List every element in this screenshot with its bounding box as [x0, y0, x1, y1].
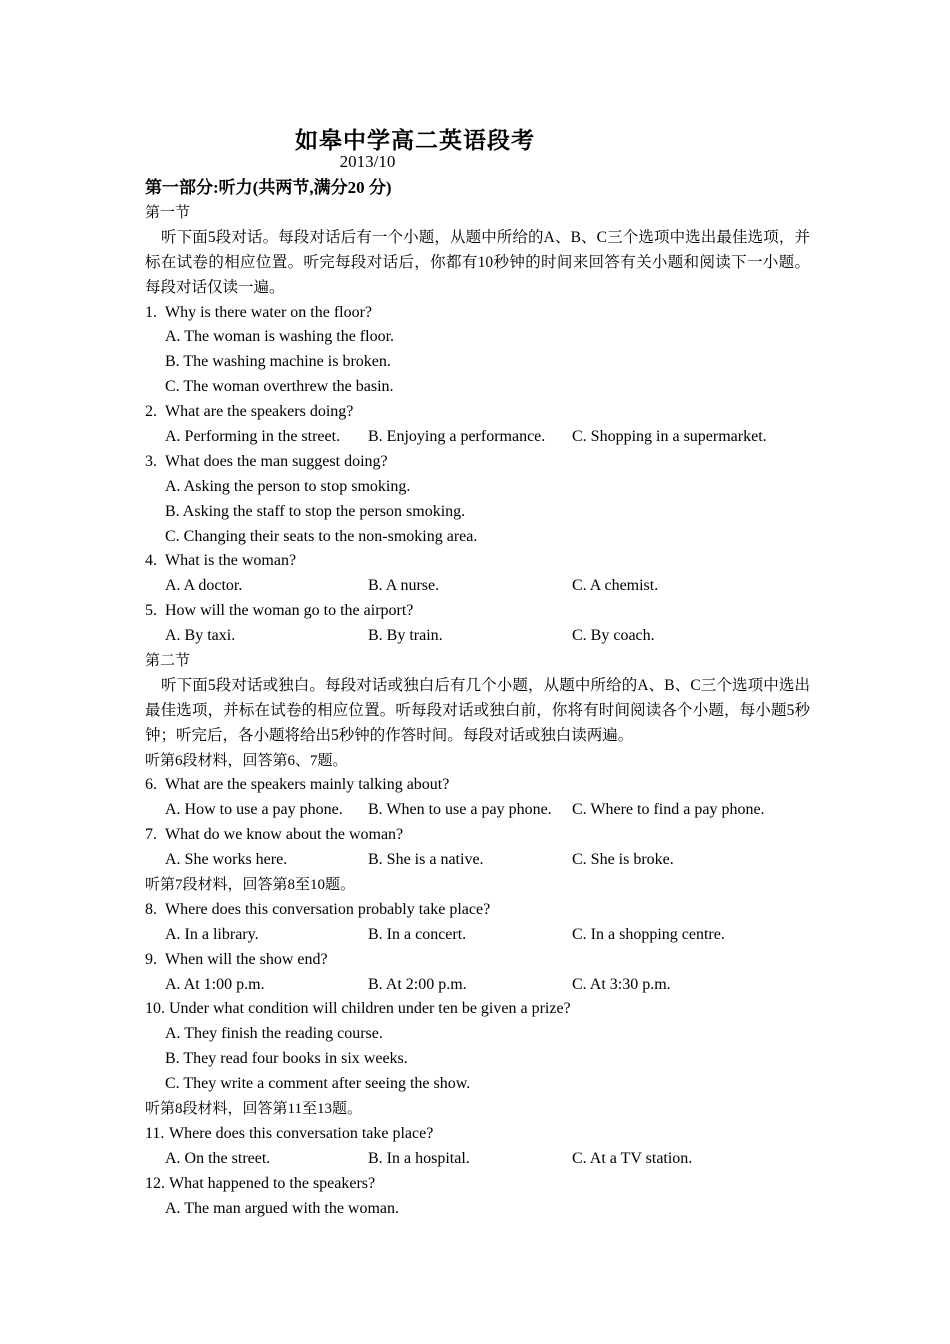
option: C. The woman overthrew the basin.: [165, 378, 394, 396]
option: A. They finish the reading course.: [165, 1025, 383, 1043]
question: [145, 549, 810, 574]
question: [145, 400, 810, 425]
option: B. She is a native.: [368, 851, 484, 869]
option: C. At a TV station.: [572, 1149, 693, 1167]
option: B. Enjoying a performance.: [368, 427, 546, 445]
question: [145, 823, 810, 848]
question-text: When will the show end?: [165, 950, 328, 968]
question-text: What do we know about the woman?: [165, 826, 404, 844]
section1-instructions: 听下面5段对话。每段对话后有一个小题，从题中所给的A、B、C三个选项中选出最佳选项，并标在试卷的相应位置。听完每段对话后，你都有10秒钟的时间来回答有关小题和阅读下一小题。每段对话仅读一遍。: [145, 228, 810, 296]
question: [145, 997, 810, 1022]
option: C. Changing their seats to the non-smoking area.: [165, 527, 478, 545]
option: C. In a shopping centre.: [572, 925, 725, 943]
option: A. By taxi.: [165, 627, 236, 645]
question-number: 5.: [145, 602, 157, 620]
section2-instructions: 听下面5段对话或独白。每段对话或独白后有几个小题，从题中所给的A、B、C三个选项中选出最佳选项，并标在试卷的相应位置。听每段对话或独白前，你将有时间阅读各个小题，每小题5秒钟；听完后，各小题将给出5秒钟的作答时间。每段对话或独白读两遍。: [145, 676, 810, 744]
exam-content: [145, 176, 810, 1222]
options-row: [145, 624, 810, 649]
question-number: 12.: [145, 1174, 165, 1192]
material-8-label: 听第8段材料，回答第11至13题。: [145, 1101, 362, 1118]
question: [145, 898, 810, 923]
question-number: 7.: [145, 826, 157, 844]
options-row: [145, 973, 810, 998]
option: A. A doctor.: [165, 577, 243, 595]
part1-heading: 第一部分:听力(共两节,满分20 分): [145, 178, 392, 197]
material-7-label: 听第7段材料，回答第8至10题。: [145, 877, 356, 894]
question-text: Where does this conversation take place?: [169, 1124, 434, 1142]
section2-label: 第二节: [145, 652, 191, 669]
option: A. She works here.: [165, 851, 288, 869]
option: C. A chemist.: [572, 577, 659, 595]
question: [145, 599, 810, 624]
options-row: [145, 1147, 810, 1172]
question-text: What are the speakers doing?: [165, 403, 354, 421]
question-text: Why is there water on the floor?: [165, 303, 373, 321]
question-number: 8.: [145, 900, 157, 918]
page-title: 如皋中学高二英语段考: [295, 128, 535, 153]
option: B. A nurse.: [368, 577, 440, 595]
options-row: [145, 425, 810, 450]
options-row: [145, 848, 810, 873]
option: A. The woman is washing the floor.: [165, 328, 395, 346]
option: C. At 3:30 p.m.: [572, 975, 671, 993]
question-text: Under what condition will children under ten be given a prize?: [169, 1000, 571, 1018]
question-number: 4.: [145, 552, 157, 570]
option: B. Asking the staff to stop the person smoking.: [165, 502, 466, 520]
option: C. They write a comment after seeing the show.: [165, 1075, 471, 1093]
question-number: 3.: [145, 452, 157, 470]
option: C. By coach.: [572, 627, 655, 645]
question-text: Where does this conversation probably take place?: [165, 900, 491, 918]
question: [145, 773, 810, 798]
option: B. They read four books in six weeks.: [165, 1050, 408, 1068]
question-text: What happened to the speakers?: [169, 1174, 376, 1192]
question-text: What does the man suggest doing?: [165, 452, 388, 470]
question: [145, 948, 810, 973]
option: B. In a hospital.: [368, 1149, 470, 1167]
question-number: 1.: [145, 303, 157, 321]
question: [145, 301, 810, 326]
question: [145, 1122, 810, 1147]
option: C. She is broke.: [572, 851, 674, 869]
question-number: 11.: [145, 1124, 165, 1142]
option: A. At 1:00 p.m.: [165, 975, 265, 993]
option: B. At 2:00 p.m.: [368, 975, 467, 993]
option: C. Where to find a pay phone.: [572, 801, 765, 819]
option: C. Shopping in a supermarket.: [572, 427, 767, 445]
question-number: 6.: [145, 776, 157, 794]
option: B. By train.: [368, 627, 443, 645]
option: A. On the street.: [165, 1149, 271, 1167]
option: A. Asking the person to stop smoking.: [165, 477, 411, 495]
material-6-label: 听第6段材料，回答第6、7题。: [145, 752, 348, 769]
question-number: 10.: [145, 1000, 165, 1018]
option: B. The washing machine is broken.: [165, 353, 391, 371]
question-number: 9.: [145, 950, 157, 968]
options-row: [145, 923, 810, 948]
option: A. Performing in the street.: [165, 427, 341, 445]
question-text: What is the woman?: [165, 552, 297, 570]
option: B. In a concert.: [368, 925, 467, 943]
question-text: How will the woman go to the airport?: [165, 602, 414, 620]
question: [145, 1172, 810, 1197]
section1-label: 第一节: [145, 204, 191, 221]
question: [145, 450, 810, 475]
options-row: [145, 574, 810, 599]
question-text: What are the speakers mainly talking about?: [165, 776, 450, 794]
option: A. The man argued with the woman.: [165, 1199, 400, 1217]
exam-date: 2013/10: [339, 152, 396, 171]
option: A. In a library.: [165, 925, 259, 943]
question-number: 2.: [145, 403, 157, 421]
option: B. When to use a pay phone.: [368, 801, 552, 819]
option: A. How to use a pay phone.: [165, 801, 343, 819]
options-row: [145, 798, 810, 823]
